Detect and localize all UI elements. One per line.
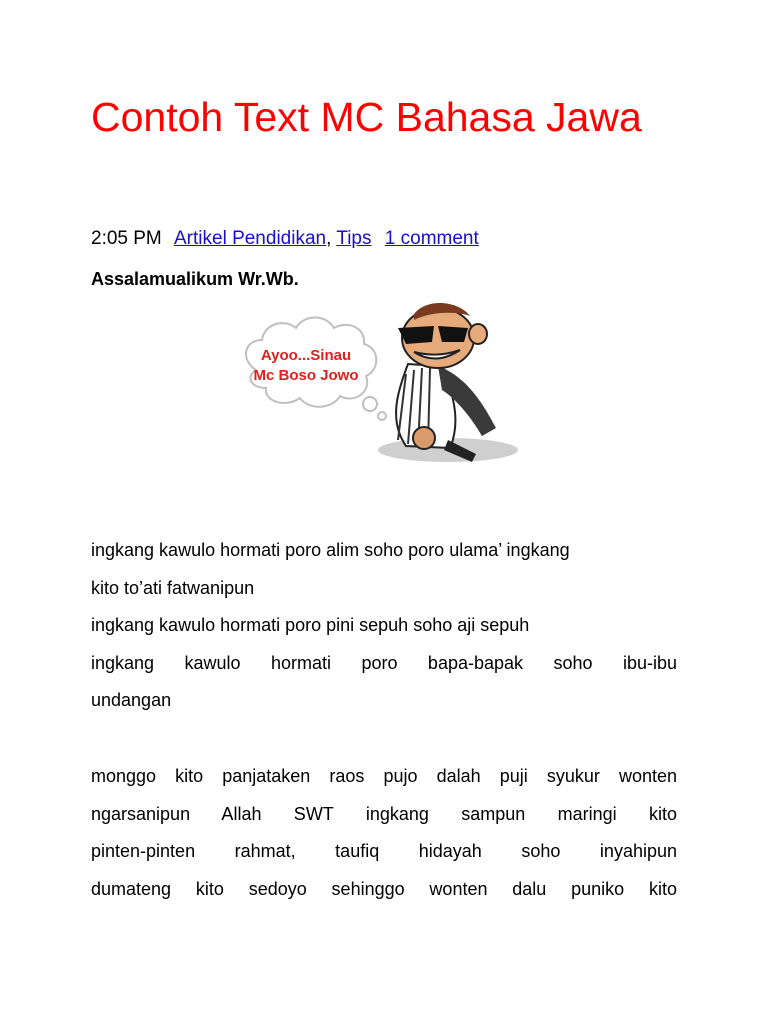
paragraph-2-line-2: ngarsanipun Allah SWT ingkang sampun maringi kito	[91, 803, 677, 824]
bubble-line-2: Mc Boso Jowo	[253, 367, 359, 384]
paragraph-1-line-5: undangan	[91, 690, 172, 710]
paragraph-1-line-1: ingkang kawulo hormati poro alim soho poro ulama’ ingkang	[91, 540, 570, 560]
paragraph-1	[91, 532, 677, 720]
paragraph-1-line-3: ingkang kawulo hormati poro pini sepuh soho aji sepuh	[91, 615, 530, 635]
paragraph-1-line-2: kito to’ati fatwanipun	[91, 577, 255, 598]
post-title: Contoh Text MC Bahasa Jawa	[91, 94, 642, 140]
label-link-tips[interactable]: Tips	[336, 228, 372, 249]
paragraph-1-line-4: ingkang kawulo hormati poro bapa-bapak soho ibu-ibu	[91, 652, 677, 673]
bubble-line-1: Ayoo...Sinau	[260, 347, 352, 364]
cartoon-character-icon	[378, 303, 518, 462]
paragraph-2-line-1: monggo kito panjataken raos pujo dalah puji syukur wonten	[91, 766, 677, 786]
post-meta	[91, 226, 479, 252]
paragraph-2-line-4: dumateng kito sedoyo sehinggo wonten dalu puniko kito	[91, 878, 677, 899]
thought-bubble	[246, 318, 386, 421]
label-separator: ,	[326, 228, 332, 249]
post-time: 2:05 PM	[91, 228, 162, 249]
label-link-artikel-pendidikan[interactable]: Artikel Pendidikan	[174, 228, 327, 249]
paragraph-2	[91, 758, 677, 908]
mc-illustration	[238, 300, 538, 472]
paragraph-2-line-3: pinten-pinten rahmat, taufiq hidayah soho inyahipun	[91, 841, 677, 861]
greeting: Assalamualikum Wr.Wb.	[91, 269, 299, 289]
comments-link[interactable]: 1 comment	[384, 228, 479, 249]
